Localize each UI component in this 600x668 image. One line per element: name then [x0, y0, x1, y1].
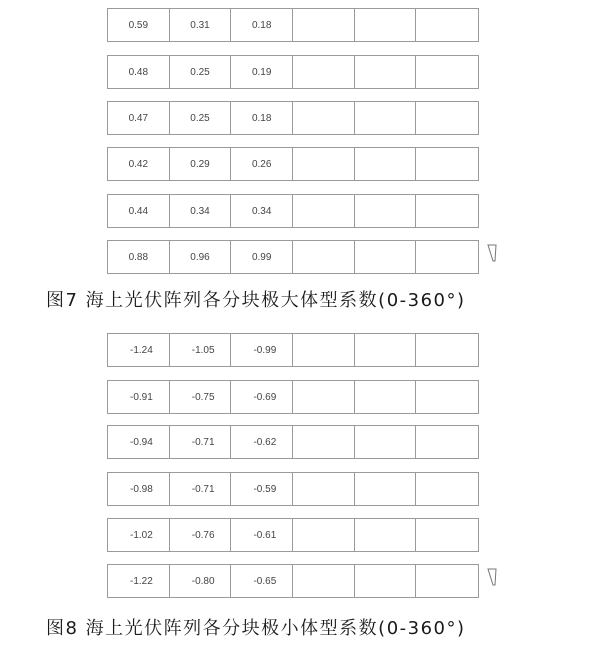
table-cell: -0.62 — [231, 426, 293, 458]
table-cell — [416, 473, 478, 505]
table-cell — [416, 195, 478, 227]
table-row — [107, 147, 479, 181]
table-cell — [355, 565, 417, 597]
table-cell — [416, 519, 478, 551]
table-cell: -0.61 — [231, 519, 293, 551]
table-cell — [293, 381, 355, 413]
table-cell: -1.05 — [170, 334, 232, 366]
table-cell: 0.59 — [108, 9, 170, 41]
table-cell: 0.42 — [108, 148, 170, 180]
table-row — [107, 240, 479, 274]
table-cell: -0.98 — [108, 473, 170, 505]
table-cell: 0.25 — [170, 102, 232, 134]
table-cell: -1.24 — [108, 334, 170, 366]
table-cell — [355, 148, 417, 180]
table-cell: -0.75 — [170, 381, 232, 413]
table-cell — [416, 565, 478, 597]
table-cell — [416, 102, 478, 134]
table-cell: 0.31 — [170, 9, 232, 41]
table-row — [107, 55, 479, 89]
table-cell: 0.26 — [231, 148, 293, 180]
table-cell — [355, 426, 417, 458]
table-row — [107, 472, 479, 506]
table-cell: -0.71 — [170, 473, 232, 505]
table-cell — [355, 9, 417, 41]
table-cell: -0.59 — [231, 473, 293, 505]
table-row — [107, 425, 479, 459]
table-row — [107, 194, 479, 228]
table-cell: 0.96 — [170, 241, 232, 273]
table-cell — [293, 241, 355, 273]
table-row — [107, 518, 479, 552]
table-cell: 0.34 — [170, 195, 232, 227]
table-cell — [293, 519, 355, 551]
table-row — [107, 564, 479, 598]
table-cell — [293, 334, 355, 366]
table-cell: 0.29 — [170, 148, 232, 180]
table-cell — [416, 381, 478, 413]
table-cell — [293, 102, 355, 134]
table-row — [107, 380, 479, 414]
table-cell — [355, 334, 417, 366]
table-row — [107, 101, 479, 135]
table-cell: 0.19 — [231, 56, 293, 88]
table-cell — [293, 195, 355, 227]
table-cell — [355, 473, 417, 505]
corner-mark-icon — [487, 568, 497, 586]
table-cell: 0.18 — [231, 102, 293, 134]
table-cell: 0.88 — [108, 241, 170, 273]
table-cell: 0.99 — [231, 241, 293, 273]
table-cell: -0.76 — [170, 519, 232, 551]
table-cell: -1.22 — [108, 565, 170, 597]
table-cell: 0.25 — [170, 56, 232, 88]
table-cell — [355, 381, 417, 413]
table-cell: -0.94 — [108, 426, 170, 458]
table-cell — [355, 241, 417, 273]
table-cell — [355, 102, 417, 134]
table-cell — [355, 56, 417, 88]
figure-8-caption: 图8 海上光伏阵列各分块极小体型系数(0-360°) — [46, 618, 466, 639]
table-cell: -0.99 — [231, 334, 293, 366]
table-cell: 0.34 — [231, 195, 293, 227]
figure-7-caption: 图7 海上光伏阵列各分块极大体型系数(0-360°) — [46, 290, 466, 311]
table-cell: 0.48 — [108, 56, 170, 88]
table-cell — [416, 426, 478, 458]
table-cell — [416, 241, 478, 273]
table-cell — [293, 473, 355, 505]
table-cell — [416, 56, 478, 88]
table-cell: 0.44 — [108, 195, 170, 227]
table-cell — [293, 9, 355, 41]
table-cell — [293, 56, 355, 88]
table-cell: -0.65 — [231, 565, 293, 597]
corner-mark-icon — [487, 244, 497, 262]
table-cell — [416, 9, 478, 41]
table-cell — [293, 426, 355, 458]
table-cell: -1.02 — [108, 519, 170, 551]
table-cell — [293, 148, 355, 180]
table-cell — [416, 148, 478, 180]
table-cell — [355, 195, 417, 227]
table-cell: -0.91 — [108, 381, 170, 413]
table-cell — [355, 519, 417, 551]
table-cell — [293, 565, 355, 597]
table-cell: 0.18 — [231, 9, 293, 41]
table-cell: -0.71 — [170, 426, 232, 458]
table-cell: 0.47 — [108, 102, 170, 134]
table-cell: -0.80 — [170, 565, 232, 597]
table-row — [107, 8, 479, 42]
table-cell: -0.69 — [231, 381, 293, 413]
table-cell — [416, 334, 478, 366]
table-row — [107, 333, 479, 367]
